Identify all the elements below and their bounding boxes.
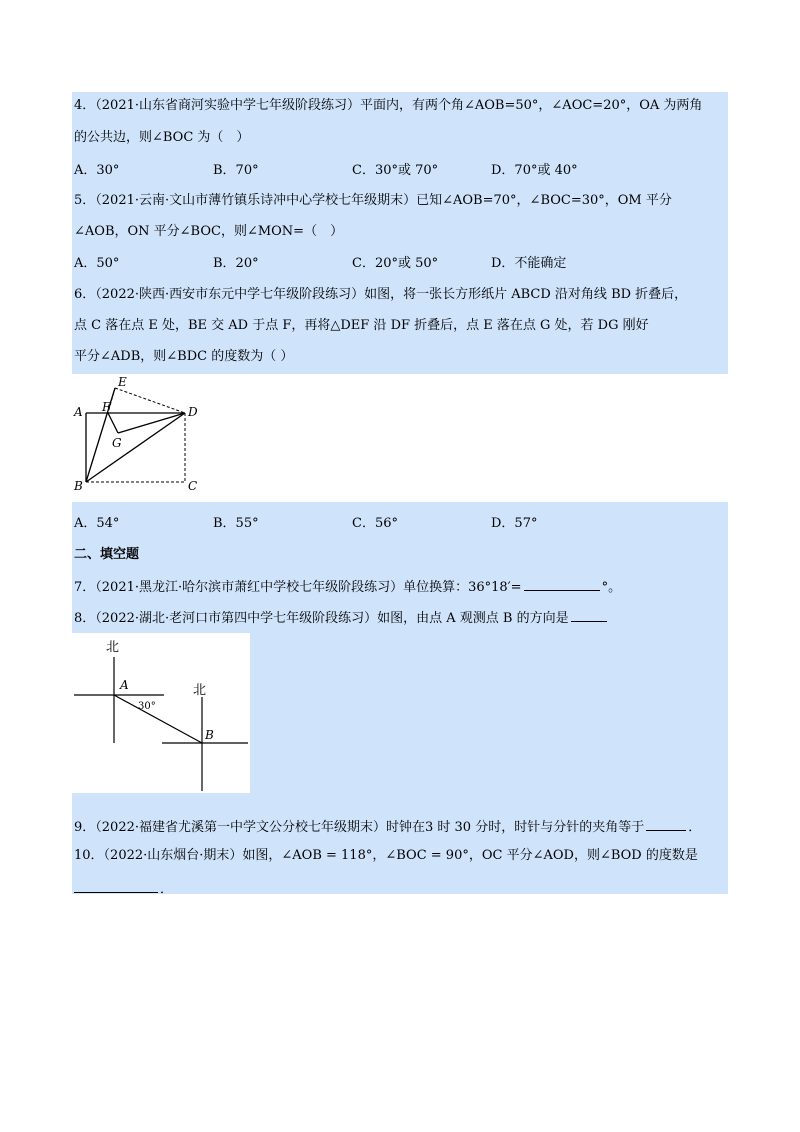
q7-answer-blank[interactable] <box>524 578 600 591</box>
q7-suffix: °。 <box>601 580 622 595</box>
q5-line1: 5．（2021·云南·文山市薄竹镇乐诗冲中心学校七年级期末）已知∠AOB=70°，∠BOC=30°，OM 平分 <box>74 193 672 208</box>
q6-figure <box>72 374 214 502</box>
segment-be <box>86 388 115 482</box>
q6-option-b: B．55° <box>213 516 259 531</box>
q7-text: 7．（2021·黑龙江·哈尔滨市萧红中学校七年级阶段练习）单位换算：36°18′= <box>74 580 522 595</box>
q8-figure <box>72 633 250 793</box>
q6-option-d: D．57° <box>491 516 538 531</box>
segment-ab <box>114 695 202 743</box>
q4-line1: 4．（2021·山东省商河实验中学七年级阶段练习）平面内，有两个角∠AOB=50°，∠AOC=20°，OA 为两角 <box>74 98 703 113</box>
q6-option-c: C．56° <box>352 516 398 531</box>
angle-label: 30° <box>138 701 156 712</box>
segment-de-dashed <box>115 388 185 413</box>
q6-line2: 点 C 落在点 E 处，BE 交 AD 于点 F，再将△DEF 沿 DF 折叠后，点 E 落在点 G 处，若 DG 刚好 <box>74 318 649 333</box>
q5-line2: ∠AOB，ON 平分∠BOC，则∠MON=（ ） <box>74 224 344 239</box>
q9-line <box>74 818 701 836</box>
label-f: F <box>102 400 111 414</box>
q9-answer-blank[interactable] <box>646 818 686 831</box>
label-g: G <box>112 436 122 450</box>
q10-line1: 10．（2022·山东烟台·期末）如图，∠AOB = 118°，∠BOC = 90°，OC 平分∠AOD，则∠BOD 的度数是 <box>74 848 698 863</box>
segment-fg <box>108 413 118 433</box>
q9-text: 9．（2022·福建省尤溪第一中学文公分校七年级期末）时钟在3 时 30 分时，时针与分针的夹角等于 <box>74 820 645 835</box>
label-b: B <box>74 479 83 493</box>
q5-option-b: B．20° <box>213 256 259 271</box>
q10-answer-blank[interactable] <box>74 880 158 893</box>
section-title-fill-in: 二、填空题 <box>74 547 140 562</box>
label-c: C <box>188 479 198 493</box>
q10-line2 <box>74 880 173 898</box>
q8-answer-blank[interactable] <box>571 609 607 622</box>
label-d: D <box>188 405 198 419</box>
q10-suffix: ． <box>160 882 174 897</box>
q8-line <box>74 609 607 627</box>
label-a: A <box>74 405 83 419</box>
q4-option-a: A．30° <box>74 163 120 178</box>
q4-option-d: D．70°或 40° <box>491 163 578 178</box>
q6-option-a: A．54° <box>74 516 120 531</box>
q4-line2: 的公共边，则∠BOC 为（ ） <box>74 130 250 145</box>
q4-option-c: C．30°或 70° <box>352 163 439 178</box>
direction-diagram <box>72 633 250 793</box>
q6-line3: 平分∠ADB，则∠BDC 的度数为（ ） <box>74 349 294 364</box>
label-b: B <box>205 728 214 742</box>
label-a: A <box>120 678 129 692</box>
q8-text: 8．（2022·湖北·老河口市第四中学七年级阶段练习）如图，由点 A 观测点 B 的方向是 <box>74 611 569 626</box>
q5-option-d: D．不能确定 <box>491 256 567 271</box>
folded-rectangle-diagram <box>72 374 214 502</box>
q5-option-c: C．20°或 50° <box>352 256 439 271</box>
q9-suffix: ． <box>688 820 702 835</box>
label-north-a: 北 <box>106 640 120 655</box>
q5-option-a: A．50° <box>74 256 120 271</box>
segment-bd <box>86 413 185 482</box>
q6-line1: 6．（2022·陕西·西安市东元中学七年级阶段练习）如图，将一张长方形纸片 ABCD 沿对角线 BD 折叠后， <box>74 287 688 302</box>
q4-option-b: B．70° <box>213 163 259 178</box>
q7-line <box>74 578 621 596</box>
label-north-b: 北 <box>193 683 207 698</box>
segment-gd <box>118 413 185 433</box>
label-e: E <box>118 375 127 389</box>
